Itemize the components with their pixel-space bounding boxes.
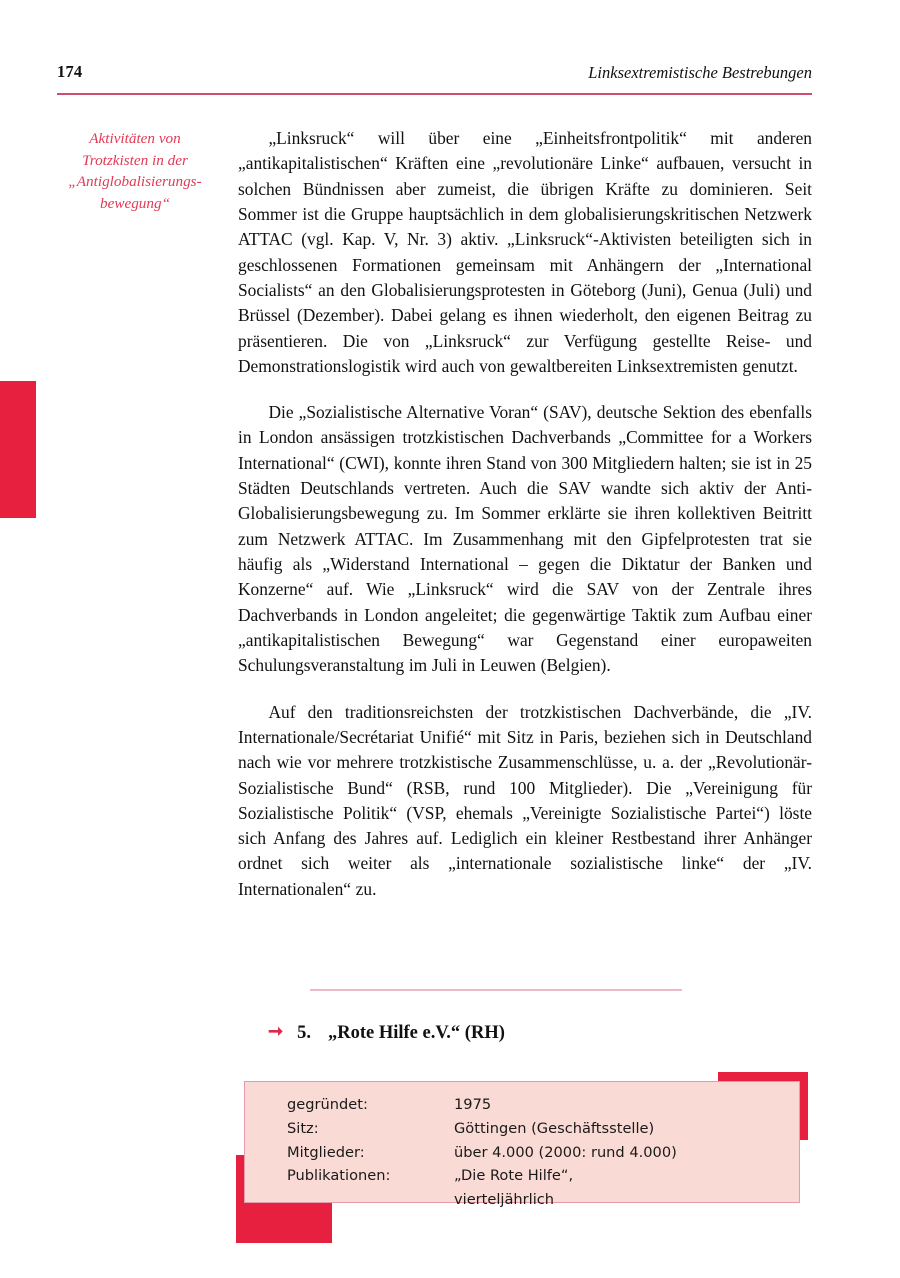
- fact-value: 1975: [454, 1096, 492, 1113]
- margin-note: [55, 128, 215, 214]
- page-number: 174: [57, 62, 83, 81]
- fact-row: [287, 1117, 777, 1141]
- page-header: [57, 62, 812, 94]
- margin-note-line-2: Trotzkisten in der: [82, 151, 188, 169]
- fact-value: „Die Rote Hilfe“,: [454, 1167, 574, 1185]
- margin-note-line-3: „Antiglobalisierungs-: [68, 173, 202, 191]
- section-divider: [310, 989, 682, 991]
- body-text-column: [238, 126, 812, 902]
- margin-note-line-1: Aktivitäten von: [89, 130, 181, 147]
- fact-label: Mitglieder:: [287, 1143, 365, 1161]
- margin-note-line-4: bewegung“: [99, 194, 171, 212]
- running-title: Linksextremistische Bestrebungen: [588, 63, 812, 82]
- header-rule: [57, 93, 812, 95]
- section-title: „Rote Hilfe e.V.“ (RH): [327, 1023, 505, 1043]
- fact-label: gegründet:: [287, 1096, 368, 1113]
- fact-row: [287, 1164, 777, 1188]
- fact-row-continuation: [287, 1188, 777, 1212]
- decorative-red-bar-left: [0, 381, 36, 518]
- fact-value: vierteljährlich: [454, 1191, 555, 1209]
- fact-row: [287, 1141, 777, 1165]
- fact-label: Sitz:: [287, 1119, 319, 1137]
- fact-row: [287, 1093, 777, 1117]
- fact-box: [244, 1081, 800, 1209]
- fact-label: Publikationen:: [287, 1167, 391, 1185]
- arrow-right-icon: ➞: [268, 1021, 284, 1041]
- paragraph: „Linksruck“ will über eine „Einheitsfrontpolitik“ mit anderen „antikapitalistischen“ Kräften eine „revolutionäre Linke“ aufbauen, versucht in solchen Bündnissen aber zumeist, die übrigen Kräfte zu dominieren. Seit Sommer ist die Gruppe hauptsächlich in dem globalisierungskritischen Netzwerk ATTAC (vgl. Kap. V, Nr. 3) aktiv. „Linksruck“-Aktivisten beteiligten sich in geschlossenen Formationen gemeinsam mit Anhängern der „International Socialists“ an den Globalisierungsprotesten in Göteborg (Juni), Genua (Juli) und Brüssel (Dezember). Dabei gelang es ihnen wiederholt, den eigenen Beitrag zu präsentieren. Die von „Linksruck“ zur Verfügung gestellte Reise- und Demonstrationslogistik wird auch von gewaltbereiten Linksextremisten genutzt.: [238, 128, 812, 376]
- fact-value: über 4.000 (2000: rund 4.000): [454, 1143, 677, 1161]
- section-heading: [268, 1023, 505, 1044]
- paragraph: Auf den traditionsreichsten der trotzkistischen Dachverbände, die „IV. Internationale/Secrétariat Unifié“ mit Sitz in Paris, beziehen sich in Deutschland nach wie vor mehrere trotzkistische Zusammenschlüsse, u. a. der „Revolutionär-Sozialistische Bund“ (RSB, rund 100 Mitglieder). Die „Vereinigung für Sozialistische Politik“ (VSP, ehemals „Vereinigte Sozialistische Partei“) löste sich Anfang des Jahres auf. Lediglich ein kleiner Restbestand ihrer Anhänger ordnet sich weiter als „internationale sozialistische linke“ der „IV. Internationalen“ zu.: [238, 701, 812, 899]
- fact-value: Göttingen (Geschäftsstelle): [454, 1119, 655, 1137]
- section-number: 5.: [297, 1023, 311, 1043]
- paragraph: Die „Sozialistische Alternative Voran“ (SAV), deutsche Sektion des ebenfalls in London ansässigen trotzkistischen Dachverbands „Committee for a Workers International“ (CWI), konnte ihren Stand von 300 Mitgliedern halten; sie ist in 25 Städten Deutschlands vertreten. Auch die SAV wandte sich aktiv der Anti-Globalisierungsbewegung zu. Im Sommer erklärte sie ihren kollektiven Beitritt zum Netzwerk ATTAC. Im Zusammenhang mit den Gipfelprotesten trat sie häufig als „Widerstand International – gegen die Diktatur der Banken und Konzerne“ auf. Wie „Linksruck“ wird die SAV von der Zentrale ihres Dachverbands in London angeleitet; die gegenwärtige Taktik zum Aufbau einer „antikapitalistischen Bewegung“ war Gegenstand einer europaweiten Schulungsveranstaltung im Juli in Leuwen (Belgien).: [238, 402, 812, 676]
- fact-box-rows: [287, 1093, 777, 1212]
